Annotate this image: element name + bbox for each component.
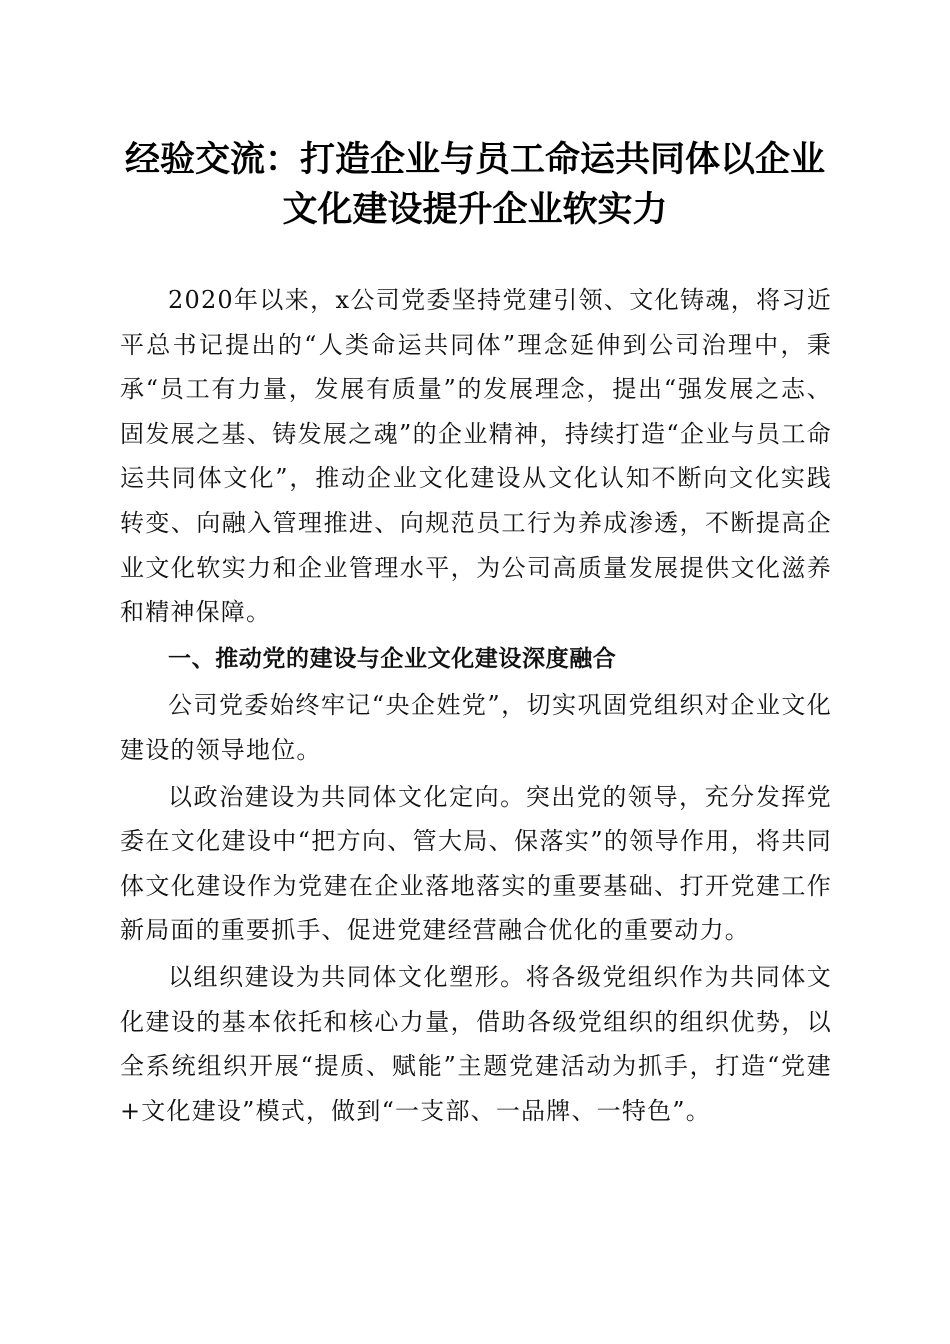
section1-paragraph-2: 以政治建设为共同体文化定向。突出党的领导，充分发挥党委在文化建设中“把方向、管大局、保落实”的领导作用，将共同体文化建设作为党建在企业落地落实的重要基础、打开党建工作新局面的重要抓手、促进党建经营融合优化的重要动力。 <box>120 782 832 945</box>
document-title-line-2: 文化建设提升企业软实力 <box>282 189 668 230</box>
section-heading-1: 一、推动党的建设与企业文化建设深度融合 <box>168 645 617 672</box>
document-title <box>100 135 850 235</box>
section1-paragraph-3: 以组织建设为共同体文化塑形。将各级党组织作为共同体文化建设的基本依托和核心力量，借助各级党组织的组织优势，以全系统组织开展“提质、赋能”主题党建活动为抓手，打造“党建+文化建设”模式，做到“一支部、一品牌、一特色”。 <box>120 962 832 1125</box>
section1-paragraph-1: 公司党委始终牢记“央企姓党”，切实巩固党组织对企业文化建设的领导地位。 <box>120 691 832 764</box>
intro-paragraph: 2020年以来，x公司党委坚持党建引领、文化铸魂，将习近平总书记提出的“人类命运共同体”理念延伸到公司治理中，秉承“员工有力量，发展有质量”的发展理念，提出“强发展之志、固发展之基、铸发展之魂”的企业精神，持续打造“企业与员工命运共同体文化”，推动企业文化建设从文化认知不断向文化实践转变、向融入管理推进、向规范员工行为养成渗透，不断提高企业文化软实力和企业管理水平，为公司高质量发展提供文化滋养和精神保障。 <box>120 286 832 627</box>
document-body <box>120 278 832 1135</box>
document-title-line-1: 经验交流：打造企业与员工命运共同体以企业 <box>124 139 825 180</box>
